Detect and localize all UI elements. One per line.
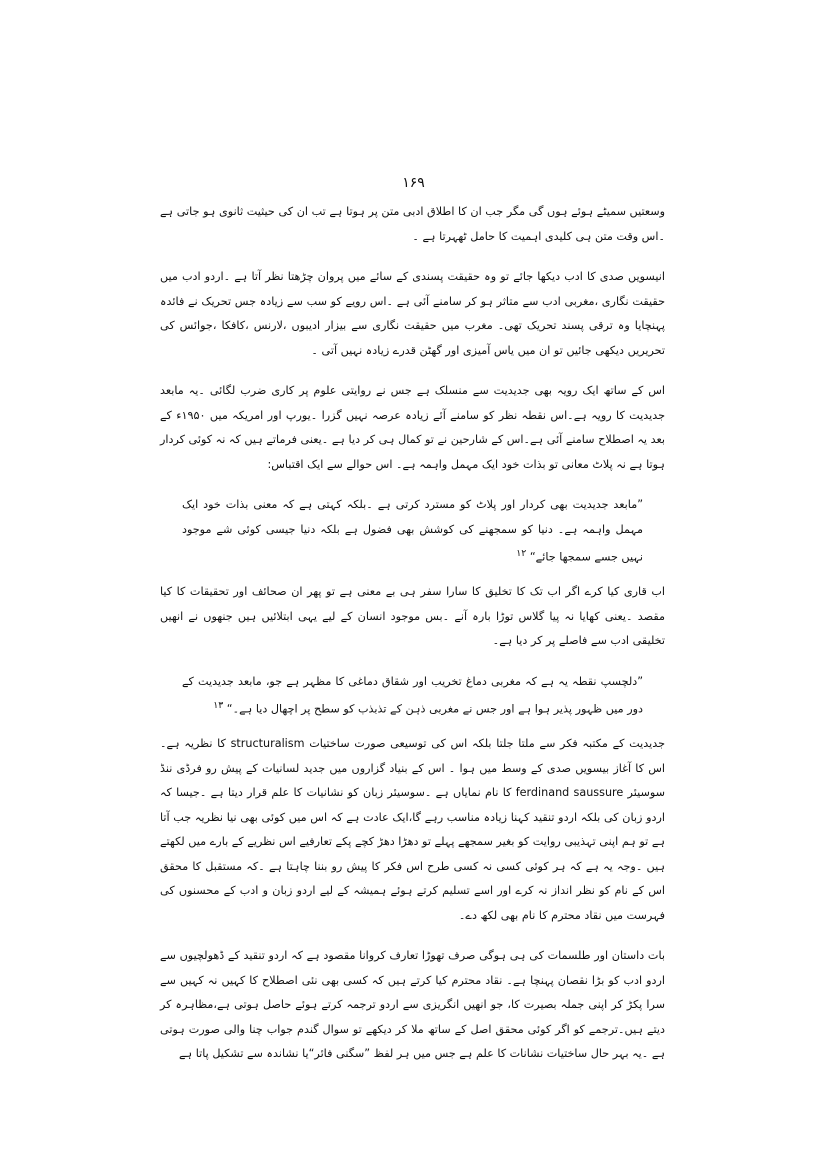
paragraph: انیسویں صدی کا ادب دیکھا جائے تو وہ حقیقت پسندی کے سائے میں پروان چڑھتا نظر آتا ہے ۔اردو ادب میں حقیقت نگاری ،مغربی ادب سے متاثر ہو کر سامنے آئی ہے ۔اس رویے کو سب سے زیادہ جس تحریک نے فائدہ پہنچایا وہ ترقی پسند تحریک تھی۔ مغرب میں حقیقت نگاری سے بیزار ادیبوں ،لارنس ،کافکا ،جوائس کی تحریریں دیکھی جائیں تو ان میں یاس آمیزی اور گھٹن قدرے زیادہ نہیں آتی ۔ — [160, 270, 665, 357]
footnote-reference: ۱۳ — [213, 700, 224, 712]
quote-text: ”دلچسپ نقطہ یہ ہے کہ مغربی دماغ تخریب اور شقاق دماغی کا مظہر ہے جو، مابعد جدیدیت کے دور میں ظہور پذیر ہوا ہے اور جس نے مغربی ذہن کے تذبذب کو سطح پر اچھال دیا ہے۔“ — [182, 674, 643, 716]
quote-text: ”مابعد جدیدیت بھی کردار اور پلاٹ کو مسترد کرتی ہے ۔بلکہ کہتی ہے کہ معنی بذات خود ایک مہمل واہمہ ہے۔ دنیا کو سمجھنے کی کوشش بھی فضول ہے بلکہ دنیا جیسی کوئی شے موجود نہیں جسے سمجھا جائے“ — [182, 498, 643, 564]
block-quote — [182, 493, 643, 570]
paragraph: وسعتیں سمیٹے ہوئے ہوں گی مگر جب ان کا اطلاق ادبی متن پر ہوتا ہے تب ان کی حیثیت ثانوی ہو جاتی ہے ۔اس وقت متن ہی کلیدی اہمیت کا حامل ٹھہرتا ہے ۔ — [160, 205, 665, 243]
paragraph: بات داستان اور طلسمات کی ہی ہوگی صرف تھوڑا تعارف کروانا مقصود ہے کہ اردو تنقید کے ڈھولچیوں سے اردو ادب کو بڑا نقصان پہنچا ہے۔ نقاد محترم کیا کرتے ہیں کہ کسی بھی نئی اصطلاح کا کہیں نہ کہیں سے سرا پکڑ کر اپنی جملہ بصیرت کا، جو انھیں انگریزی سے اردو ترجمہ کرتے ہوئے حاصل ہوتی ہے،مظاہرہ کر دیتے ہیں۔ترجمے کو اگر کوئی محقق اصل کے ساتھ ملا کر دیکھے تو سوال گندم جواب چنا والی صورت ہوتی ہے ۔یہ بہر حال ساختیات نشانات کا علم ہے جس میں ہر لفظ ”سگنی فائر“یا نشاندہ سے تشکیل پاتا ہے — [160, 949, 665, 1061]
footnote-reference: ۱۲ — [516, 548, 527, 559]
paragraph: اس کے ساتھ ایک رویہ بھی جدیدیت سے منسلک ہے جس نے روایتی علوم پر کاری ضرب لگائی ۔یہ مابعد جدیدیت کا رویہ ہے۔اس نقطہ نظر کو سامنے آئے زیادہ عرصہ نہیں گزرا ۔یورپ اور امریکہ میں ۱۹۵۰ء کے بعد یہ اصطلاح سامنے آئی ہے۔اس کے شارحین نے تو کمال ہی کر دیا ہے ۔یعنی فرماتے ہیں کہ نہ کوئی کردار ہوتا ہے نہ پلاٹ معانی تو بذات خود ایک مہمل واہمہ ہے۔ اس حوالے سے ایک اقتباس: — [160, 384, 666, 471]
paragraph: جدیدیت کے مکتبہ فکر سے ملتا جلتا بلکہ اس کی توسیعی صورت ساختیات structuralism کا نظریہ ہے۔ اس کا آغاز بیسویں صدی کے وسط میں ہوا ۔ اس کے بنیاد گزاروں میں جدید لسانیات کے پیش رو فرڈی ننڈ سوسیئر ferdinand saussure کا نام نمایاں ہے ۔سوسیئر زبان کو نشانیات کا علم قرار دیتا ہے ۔جیسا کہ اردو زبان کی بلکہ اردو تنقید کہنا زیادہ مناسب رہے گا،ایک عادت ہے کہ اس میں کوئی بھی نیا نظریہ جب آتا ہے تو ہم اپنی تہذیبی روایت کو بغیر سمجھے پہلے تو دھڑا دھڑ کچے پکے تعارفیے اس نظریے کے بارے میں لکھتے ہیں ۔وجہ یہ ہے کہ ہر کوئی کسی نہ کسی طرح اس فکر کا پیش رو بننا چاہتا ہے ۔کہ مستقبل کا محقق اس کے نام کو نظر انداز نہ کرے اور اسے تسلیم کرتے ہوئے ہمیشہ کے لیے اردو زبان و ادب کے محسنوں کی فہرست میں نقاد محترم کا نام بھی لکھ دے۔ — [160, 737, 666, 922]
paragraph: اب قاری کیا کرے اگر اب تک کا تخلیق کا سارا سفر ہی بے معنی ہے تو پھر ان صحائف اور تحقیقات کا کیا مقصد ۔یعنی کھایا نہ پیا گلاس توڑا بارہ آنے ۔بس موجود انسان کے لیے یہی ابتلائیں ہیں جنھوں نے انھیں تخلیقی ادب سے فاصلے پر کر دیا ہے۔ — [160, 585, 665, 648]
page-number: ۱۶۹ — [402, 175, 425, 191]
block-quote — [182, 670, 643, 723]
page-body — [160, 200, 665, 1083]
